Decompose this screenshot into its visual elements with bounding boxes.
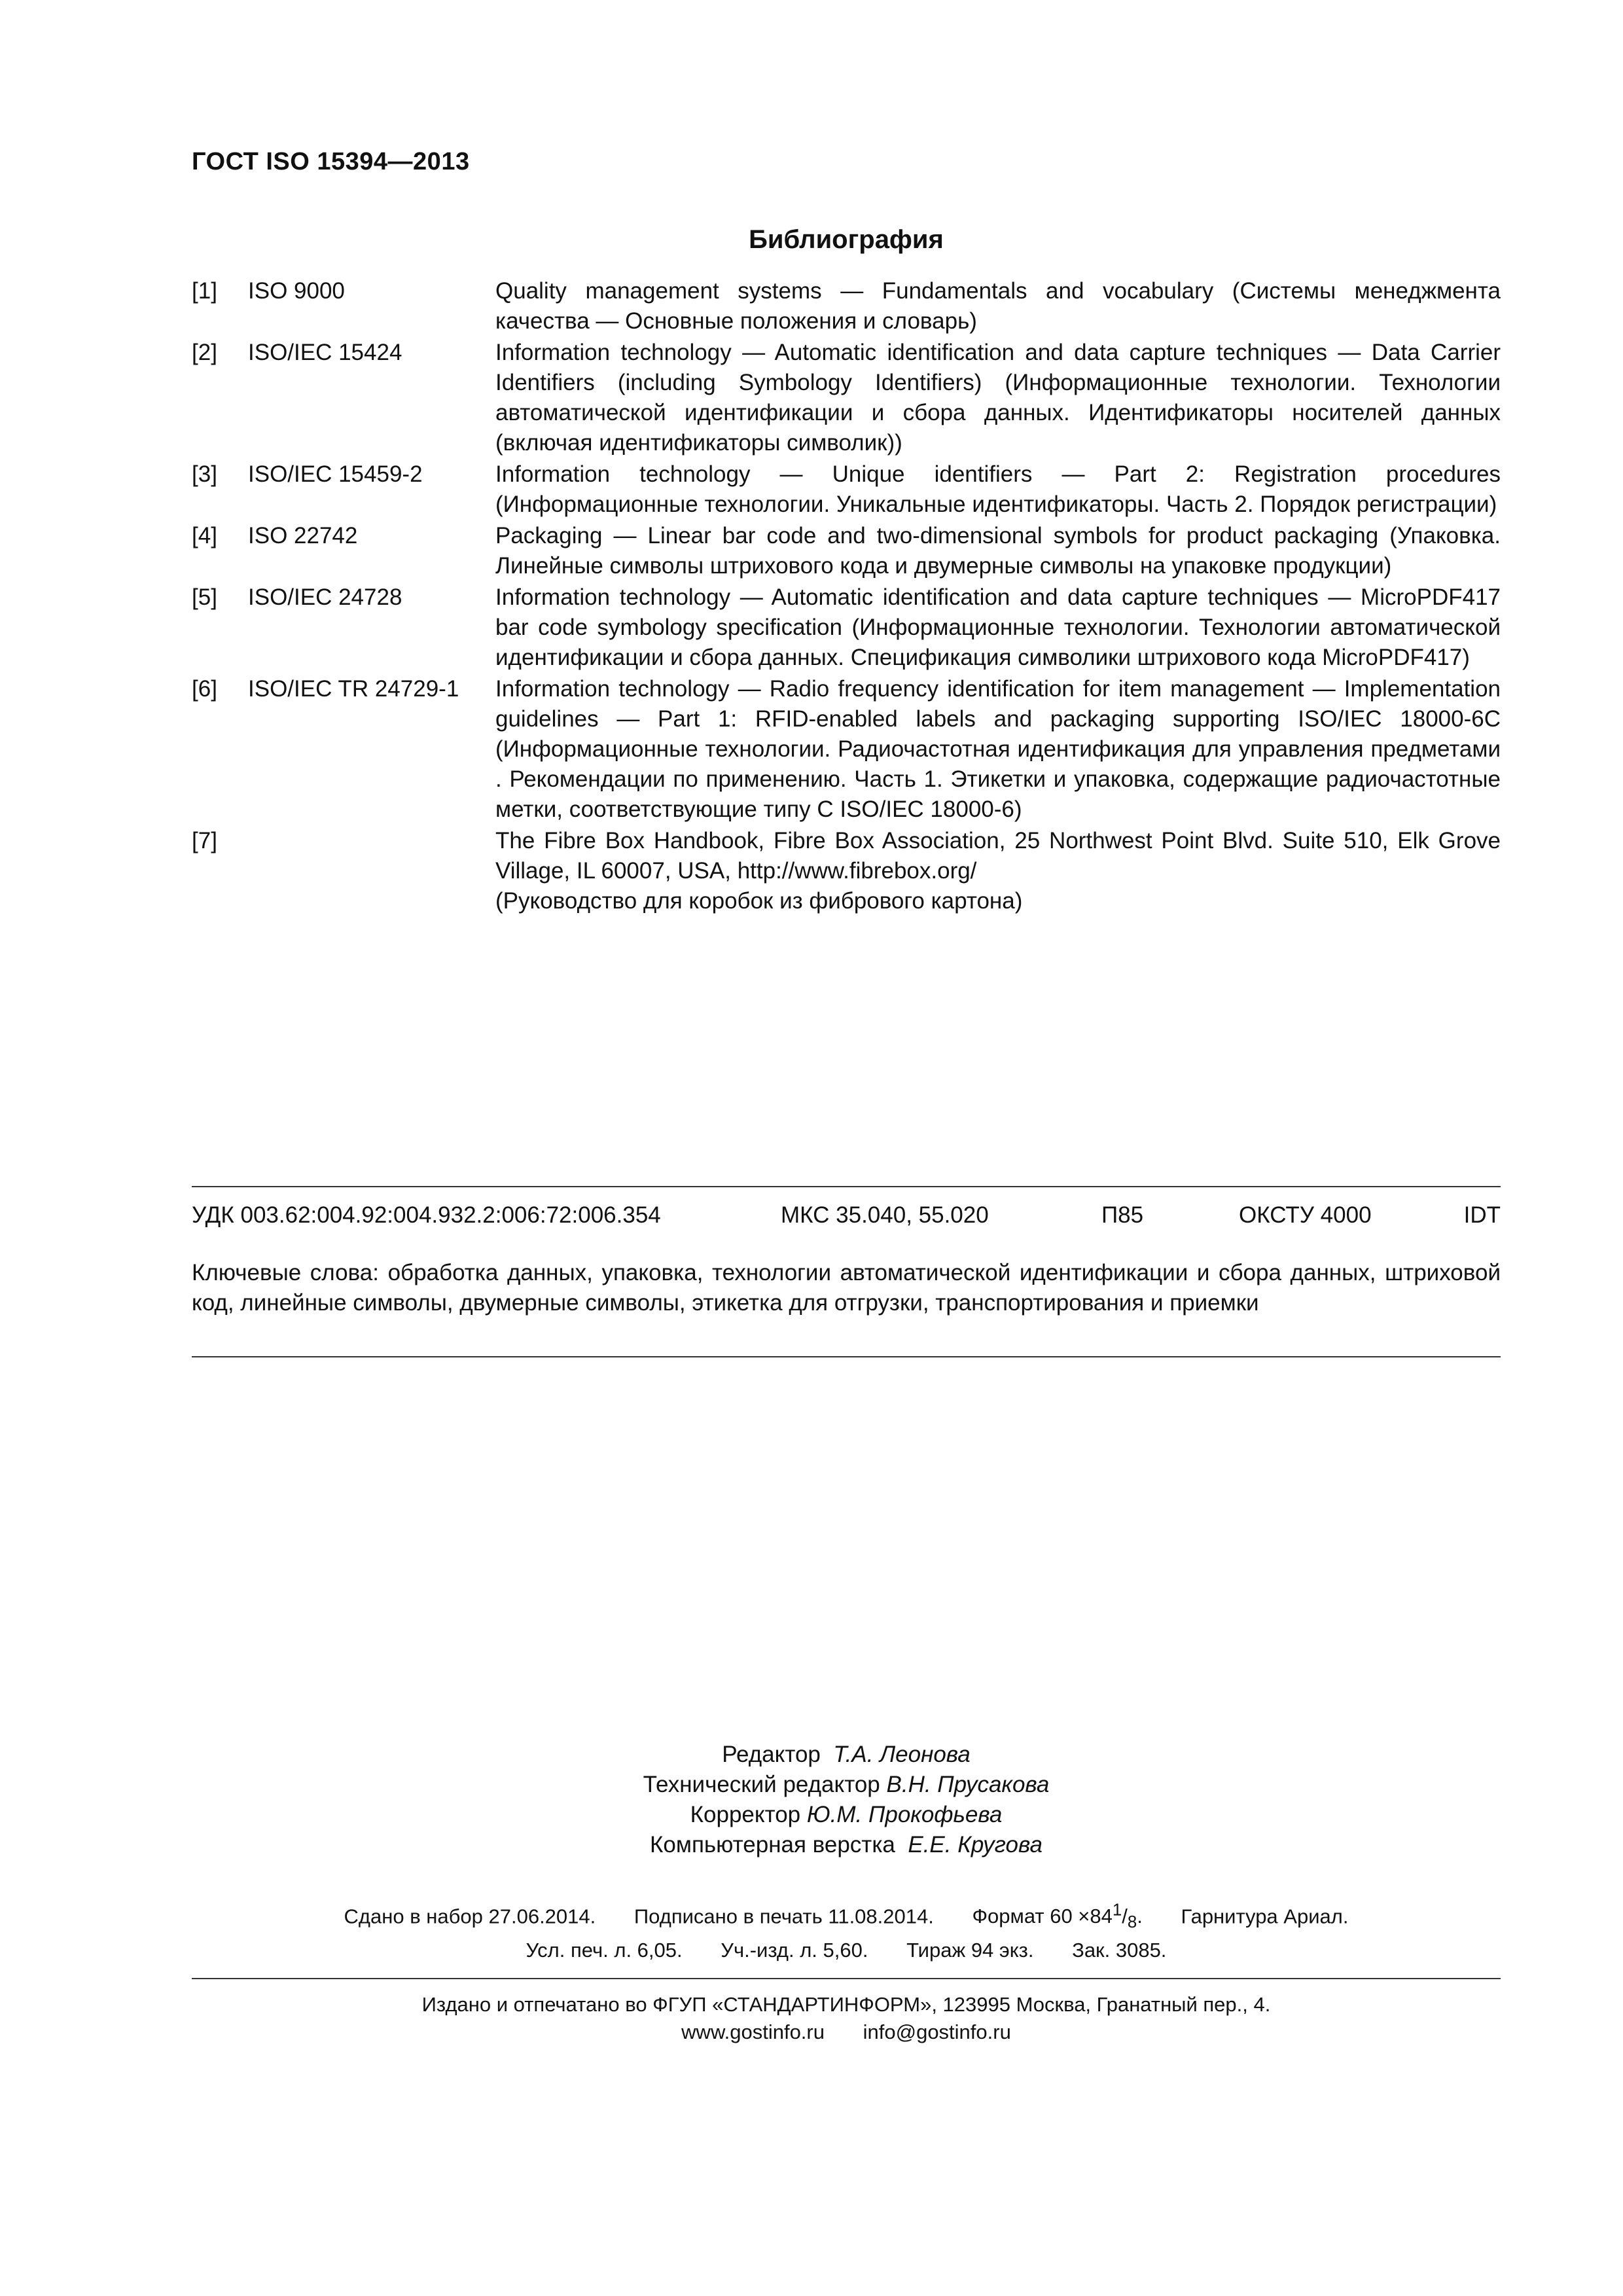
print-info-line-1 [192,1897,1501,1937]
bibliography-text: Information technology — Radio frequency identification for item management — Implementation guidelines — Part 1: RFID-enabled labels and packaging supporting ISO/IEC 18000-6C (Информационные технологии. Радиочастотная идентификация для управления предметами . Рекомендации по применению. Часть 1. Этикетки и упаковка, содержащие радиочастотные метки, соответствующие типу C ISO/IEC 18000-6) [495,676,1501,822]
document-header: ГОСТ ISO 15394—2013 [192,148,470,175]
bibliography-number: [2] [192,340,217,365]
signed-date: Подписано в печать 11.08.2014. [633,1905,934,1928]
publisher-contacts [192,2018,1501,2046]
credit-role: Технический редактор [643,1772,880,1797]
keywords: Ключевые слова: обработка данных, упаковка, технологии автоматической идентификации и сбора данных, штриховой код, линейные символы, двумерные символы, этикетка для отгрузки, транспортирования и приемки [192,1260,1501,1316]
divider-top [192,1186,1501,1187]
paper-format-sub: 8 [1127,1913,1137,1932]
divider-middle [192,1356,1501,1357]
publisher-site-link[interactable]: www.gostinfo.ru [681,2020,825,2043]
publisher-block [192,1991,1501,2046]
bibliography-text: Information technology — Automatic identification and data capture techniques — MicroPDF417 bar code symbology specification (Информационные технологии. Технологии автоматической идентификации и сбора данных. Спецификация символики штрихового кода MicroPDF417) [495,584,1501,670]
bibliography-title: Библиография [749,225,944,254]
bibliography-code: ISO/IEC 15459-2 [248,461,423,487]
credit-line [192,1740,1501,1770]
bibliography-text: Information technology — Unique identifiers — Part 2: Registration procedures (Информационные технологии. Уникальные идентификаторы. Часть 2. Порядок регистрации) [495,461,1501,517]
paper-format-base: Формат 60 ×84 [972,1905,1113,1928]
bibliography-number: [7] [192,828,217,853]
credit-line [192,1830,1501,1860]
divider-bottom [192,1978,1501,1979]
bibliography-code: ISO/IEC 15424 [248,340,402,365]
credit-name: Ю.М. Прокофьева [806,1802,1003,1827]
print-info-line-2 [192,1937,1501,1964]
bibliography-number: [4] [192,523,217,548]
bibliography-code: ISO/IEC 24728 [248,584,402,610]
bibliography-text [495,826,1501,916]
bibliography-item [192,521,1501,581]
credit-role: Компьютерная верстка [650,1832,895,1857]
order-number: Зак. 3085. [1072,1938,1167,1962]
paper-format: Формат $60 \times 84^1/_8$. [972,1901,1143,1932]
publisher-email-link[interactable]: info@gostinfo.ru [863,2020,1011,2043]
bibliography-text: Packaging — Linear bar code and two-dimensional symbols for product packaging (Упаковка. Линейные символы штрихового кода и двумерные символы на упаковке продукции) [495,523,1501,579]
bibliography-item [192,674,1501,825]
idt-code: IDT [1463,1202,1501,1228]
bibliography-item [192,583,1501,673]
bibliography-code: ISO 9000 [248,278,345,304]
submitted-date: Сдано в набор 27.06.2014. [344,1905,596,1928]
bibliography-item [192,338,1501,458]
paper-format-sup: 1 [1112,1901,1122,1920]
bibliography-item [192,459,1501,520]
bibliography-text-main: The Fibre Box Handbook, Fibre Box Association, 25 Northwest Point Blvd. Suite 510, Elk Grove Village, IL 60007, USA, http://www.fibrebox.org/ [495,828,1501,884]
bibliography-item [192,826,1501,916]
bibliography-text-translation: (Руководство для коробок из фибрового картона) [495,888,1023,914]
bibliography-number: [3] [192,461,217,487]
credit-role: Корректор [690,1802,801,1827]
credit-line [192,1770,1501,1800]
credit-line [192,1800,1501,1830]
print-run: Тираж 94 экз. [906,1938,1034,1962]
credit-name: Т.А. Леонова [833,1742,971,1767]
bibliography-number: [5] [192,584,217,610]
p-code: П85 [1101,1202,1144,1228]
typeface: Гарнитура Ариал. [1181,1905,1349,1928]
edit-sheets: Уч.-изд. л. 5,60. [721,1938,868,1962]
print-info [192,1897,1501,1964]
credit-name: В.Н. Прусакова [886,1772,1050,1797]
bibliography-list [192,276,1501,918]
credits-block [192,1740,1501,1860]
bibliography-code: ISO 22742 [248,523,358,548]
credit-name: Е.Е. Кругова [908,1832,1043,1857]
bibliography-item [192,276,1501,336]
mks-code: МКС 35.040, 55.020 [781,1202,989,1228]
printed-sheets: Усл. печ. л. 6,05. [526,1938,683,1962]
paper-format-suffix: . [1137,1905,1143,1928]
bibliography-text: Information technology — Automatic identification and data capture techniques — Data Carrier Identifiers (including Symbology Identifiers) (Информационные технологии. Технологии автоматической идентификации и сбора данных. Идентификаторы носителей данных (включая идентификаторы символик)) [495,340,1501,456]
publisher-address: Издано и отпечатано во ФГУП «СТАНДАРТИНФОРМ», 123995 Москва, Гранатный пер., 4. [421,1993,1271,2016]
udk-code: УДК 003.62:004.92:004.932.2:006:72:006.354 [192,1202,661,1228]
credit-role: Редактор [722,1742,821,1767]
okstu-code: ОКСТУ 4000 [1239,1202,1372,1228]
bibliography-text: Quality management systems — Fundamentals and vocabulary (Системы менеджмента качества — Основные положения и словарь) [495,278,1501,334]
bibliography-number: [1] [192,278,217,304]
bibliography-number: [6] [192,676,217,702]
bibliography-code [248,826,495,916]
document-page [192,0,1501,2296]
bibliography-code: ISO/IEC TR 24729-1 [248,676,459,702]
